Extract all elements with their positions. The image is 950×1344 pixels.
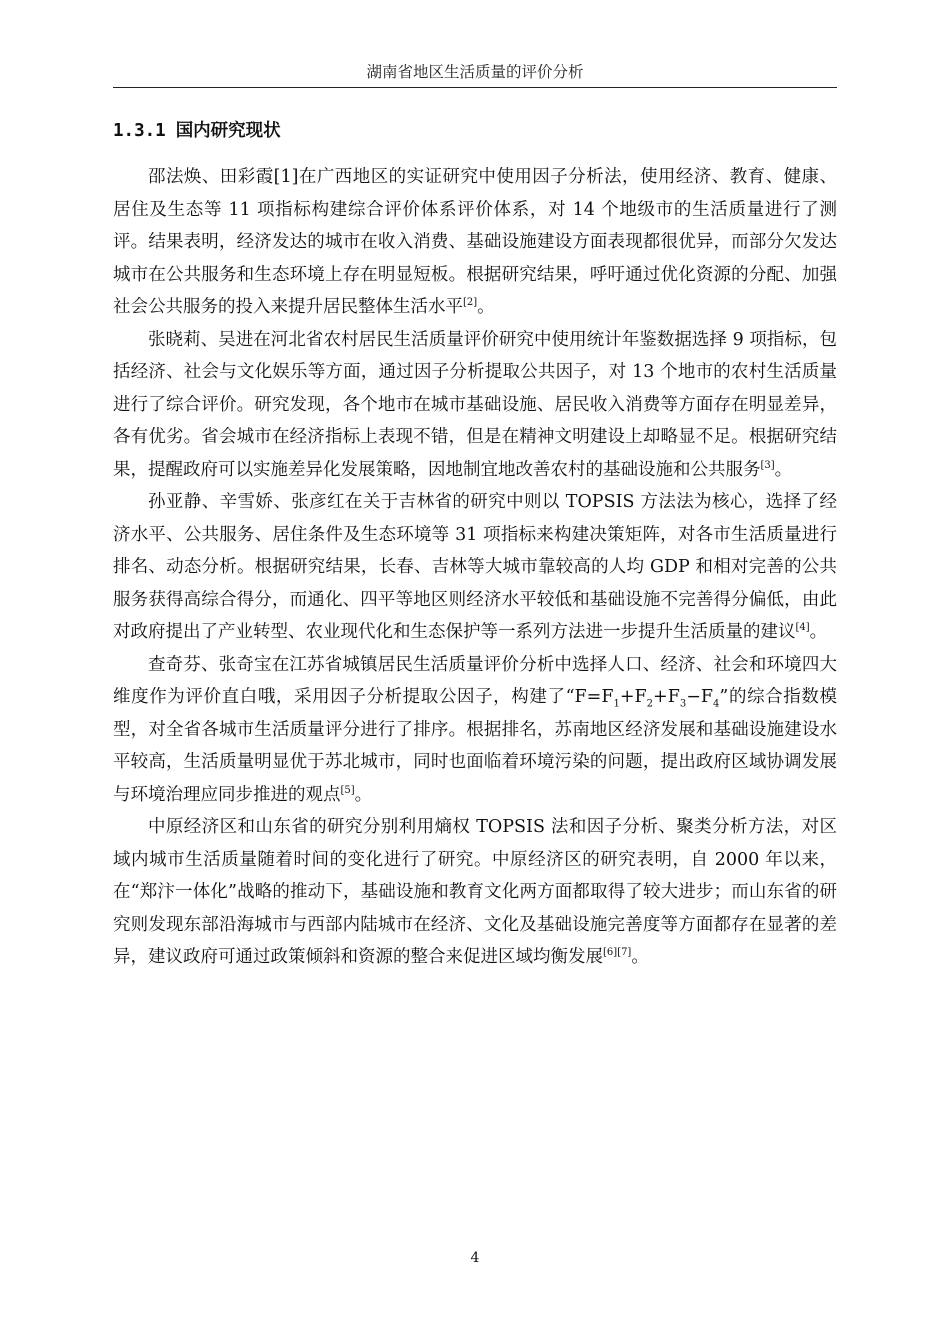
paragraph-end: 。	[631, 947, 649, 967]
paragraph-end: 。	[477, 297, 495, 317]
citation-ref: [3]	[760, 459, 775, 471]
paragraph-3	[113, 486, 837, 649]
citation-ref: [4]	[795, 622, 810, 634]
paragraph-text: 中原经济区和山东省的研究分别利用熵权 TOPSIS 法和因子分析、聚类分析方法，对区域内城市生活质量随着时间的变化进行了研究。中原经济区的研究表明，自 2000 年以来，在“郑汴一体化”战略的推动下，基础设施和教育文化两方面都取得了较大进步；而山东省的研究则发现东部沿海城市与西部内陆城市在经济、文化及基础设施完善度等方面都存在显著的差异，建议政府可通过政策倾斜和资源的整合来促进区域均衡发展	[113, 817, 837, 967]
paragraph-5	[113, 811, 837, 974]
formula-part: −F	[686, 687, 714, 707]
formula-part: +F	[653, 687, 680, 707]
header-rule	[113, 87, 837, 88]
formula-subscript: 4	[713, 698, 720, 710]
citation-ref: [5]	[340, 784, 355, 796]
citation-ref: [6]	[603, 947, 618, 959]
page-number: 4	[470, 1250, 480, 1266]
paragraph-text: ”的综合指数模型，对全省各城市生活质量评分进行了排序。根据排名，苏南地区经济发展和基础设施建设水平较高，生活质量明显优于苏北城市，同时也面临着环境污染的问题，提出政府区域协调发展与环境治理应同步推进的观点	[113, 687, 837, 805]
running-header: 湖南省地区生活质量的评价分析	[366, 63, 584, 81]
paragraph-1	[113, 161, 837, 324]
paragraph-end: 。	[774, 459, 793, 480]
paragraph-text: 张晓莉、吴进在河北省农村居民生活质量评价研究中使用统计年鉴数据选择 9 项指标，包括经济、社会与文化娱乐等方面，通过因子分析提取公共因子，对 13 个地市的农村生活质量进行了综合评价。研究发现，各个地市在城市基础设施、居民收入消费等方面存在明显差异，各有优劣。省会城市在经济指标上表现不错，但是在精神文明建设上却略显不足。根据研究结果，提醒政府可以实施差异化发展策略，因地制宜地改善农村的基础设施和公共服务	[113, 329, 837, 480]
formula-subscript: 1	[613, 698, 620, 710]
section-number: 1.3.1	[113, 121, 166, 141]
citation-ref: [2]	[463, 297, 478, 309]
formula-subscript: 3	[679, 698, 687, 710]
section-title: 国内研究现状	[175, 121, 281, 141]
paragraph-end: 。	[354, 784, 373, 805]
paragraph-end: 。	[809, 622, 828, 642]
paragraph-text: 孙亚静、辛雪娇、张彦红在关于吉林省的研究中则以 TOPSIS 方法法为核心，选择了经济水平、公共服务、居住条件及生态环境等 31 项指标来构建决策矩阵，对各市生活质量进行排名、动态分析。根据研究结果，长春、吉林等大城市靠较高的人均 GDP 和相对完善的公共服务获得高综合得分，而通化、四平等地区则经济水平较低和基础设施不完善得分偏低，由此对政府提出了产业转型、农业现代化和生态保护等一系列方法进一步提升生活质量的建议	[113, 492, 837, 642]
section-heading	[113, 116, 281, 146]
paragraph-2	[113, 324, 837, 487]
citation-ref: [7]	[617, 947, 632, 959]
body-text	[113, 161, 837, 974]
paragraph-text: 查奇芬、张奇宝在江苏省城镇居民生活质量评价分析中选择人口、经济、社会和环境四大维度作为评价直白哦，采用因子分析提取公因子，构建了“F=F	[113, 654, 837, 707]
paragraph-text: 邵法焕、田彩霞[1]在广西地区的实证研究中使用因子分析法，使用经济、教育、健康、居住及生态等 11 项指标构建综合评价体系评价体系，对 14 个地级市的生活质量进行了测评。结果表明，经济发达的城市在收入消费、基础设施建设方面表现都很优异，而部分欠发达城市在公共服务和生态环境上存在明显短板。根据研究结果，呼吁通过优化资源的分配、加强社会公共服务的投入来提升居民整体生活水平	[113, 167, 837, 317]
formula-subscript: 2	[646, 698, 654, 710]
paragraph-4	[113, 649, 837, 812]
formula-part: +F	[619, 687, 647, 707]
